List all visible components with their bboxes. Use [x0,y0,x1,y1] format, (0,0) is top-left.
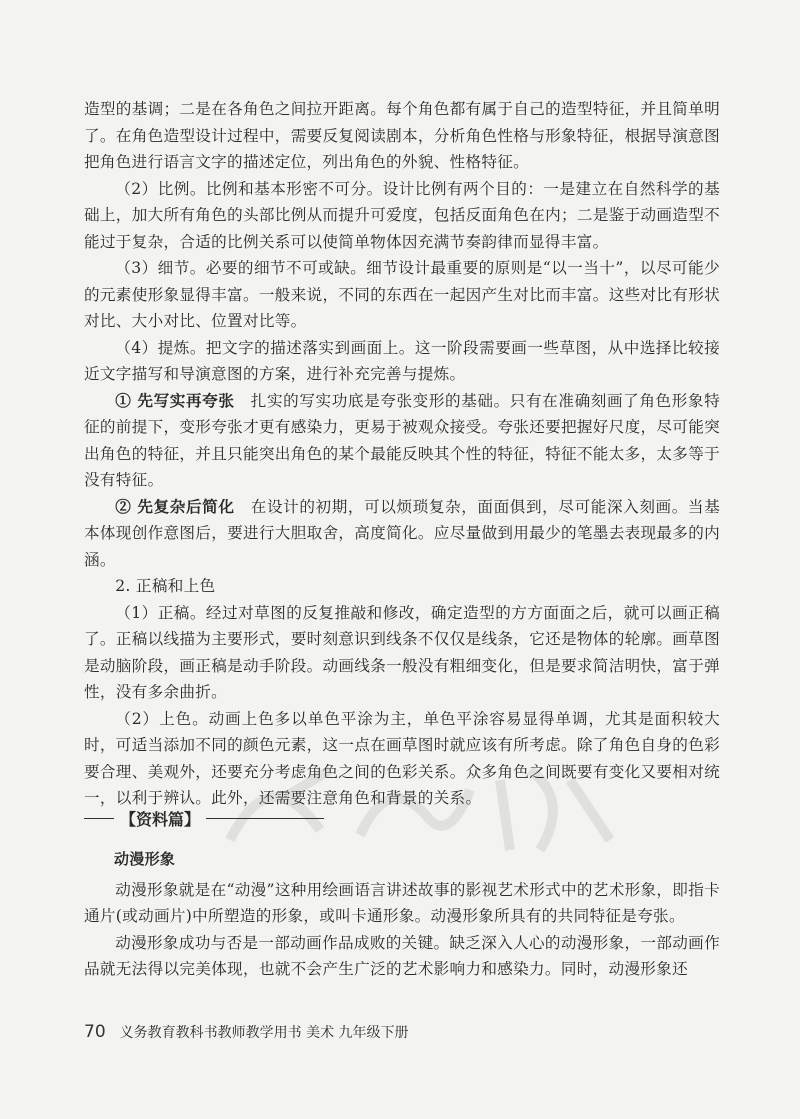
resource-subheading: 动漫形象 [114,850,176,868]
body-text [84,96,720,812]
paragraph: （4）提炼。把文字的描述落实到画面上。这一阶段需要画一些草图，从中选择比较接近文字描写和导演意图的方案，进行补充完善与提炼。 [84,338,720,383]
paragraph: 造型的基调；二是在各角色之间拉开距离。每个角色都有属于自己的造型特征，并且简单明了。在角色造型设计过程中，需要反复阅读剧本，分析角色性格与形象特征，根据导演意图把角色进行语言文字的描述定位，列出角色的外貌、性格特征。 [84,100,720,171]
header-rule [84,818,114,819]
paragraph: （2）比例。比例和基本形密不可分。设计比例有两个目的：一是建立在自然科学的基础上，加大所有角色的头部比例从而提升可爱度，包括反面角色在内；二是鉴于动画造型不能过于复杂，合适的比例关系可以使简单物体因充满节奏韵律而显得丰富。 [84,179,720,251]
point-heading: ② 先复杂后简化 [115,496,235,516]
paragraph: （2）上色。动画上色多以单色平涂为主，单色平涂容易显得单调，尤其是面积较大时，可适当添加不同的颜色元素，这一点在画草图时就应该有所考虑。除了角色自身的色彩要合理、美观外，还要充分考虑角色之间的色彩关系。众多角色之间既要有变化又要相对统一，以利于辨认。此外，还需要注意角色和背景的关系。 [84,709,720,807]
paragraph: 动漫形象就是在“动漫”这种用绘画语言讲述故事的影视艺术形式中的艺术形象，即指卡通片(或动画片)中所塑造的形象，或叫卡通形象。动漫形象所具有的共同特征是夸张。 [84,880,720,925]
section-header [84,806,344,830]
paragraph: ② 先复杂后简化 在设计的初期，可以烦琐复杂，面面俱到，尽可能深入刻画。当基本体现创作意图后，要进行大胆取舍，高度简化。应尽量做到用最少的笔墨去表现最多的内涵。 [84,496,720,569]
book-title: 义务教育教科书教师教学用书 美术 九年级下册 [119,1025,409,1041]
resource-section [84,846,720,983]
paragraph: 动漫形象成功与否是一部动画作品成败的关键。缺乏深入人心的动漫形象，一部动画作品就无法得以完美体现，也就不会产生广泛的艺术影响力和感染力。同时，动漫形象还 [84,933,720,978]
point-heading: ① 先写实再夸张 [115,390,235,410]
paragraph: ① 先写实再夸张 扎实的写实功底是夸张变形的基础。只有在准确刻画了角色形象特征的前提下，变形夸张才更有感染力，更易于被观众接受。夸张还要把握好尺度，尽可能突出角色的特征，并且只能突出角色的某个最能反映其个性的特征，特征不能太多，太多等于没有特征。 [84,390,720,489]
paragraph: （3）细节。必要的细节不可或缺。细节设计最重要的原则是“以一当十”，以尽可能少的元素使形象显得丰富。一般来说，不同的东西在一起因产生对比而丰富。这些对比有形状对比、大小对比、位置对比等。 [84,259,720,330]
page-footer [84,1022,409,1042]
paragraph: （1）正稿。经过对草图的反复推敲和修改，确定造型的方方面面之后，就可以画正稿了。正稿以线描为主要形式，要时刻意识到线条不仅仅是线条，它还是物体的轮廓。画草图是动脑阶段，画正稿是动手阶段。动画线条一般没有粗细变化，但是要求简洁明快，富于弹性，没有多余曲折。 [84,603,720,701]
section-title: 【资料篇】 [120,809,201,829]
page-number: 70 [84,1022,106,1042]
header-rule [206,818,324,819]
subsection-heading: 2. 正稿和上色 [115,577,216,595]
